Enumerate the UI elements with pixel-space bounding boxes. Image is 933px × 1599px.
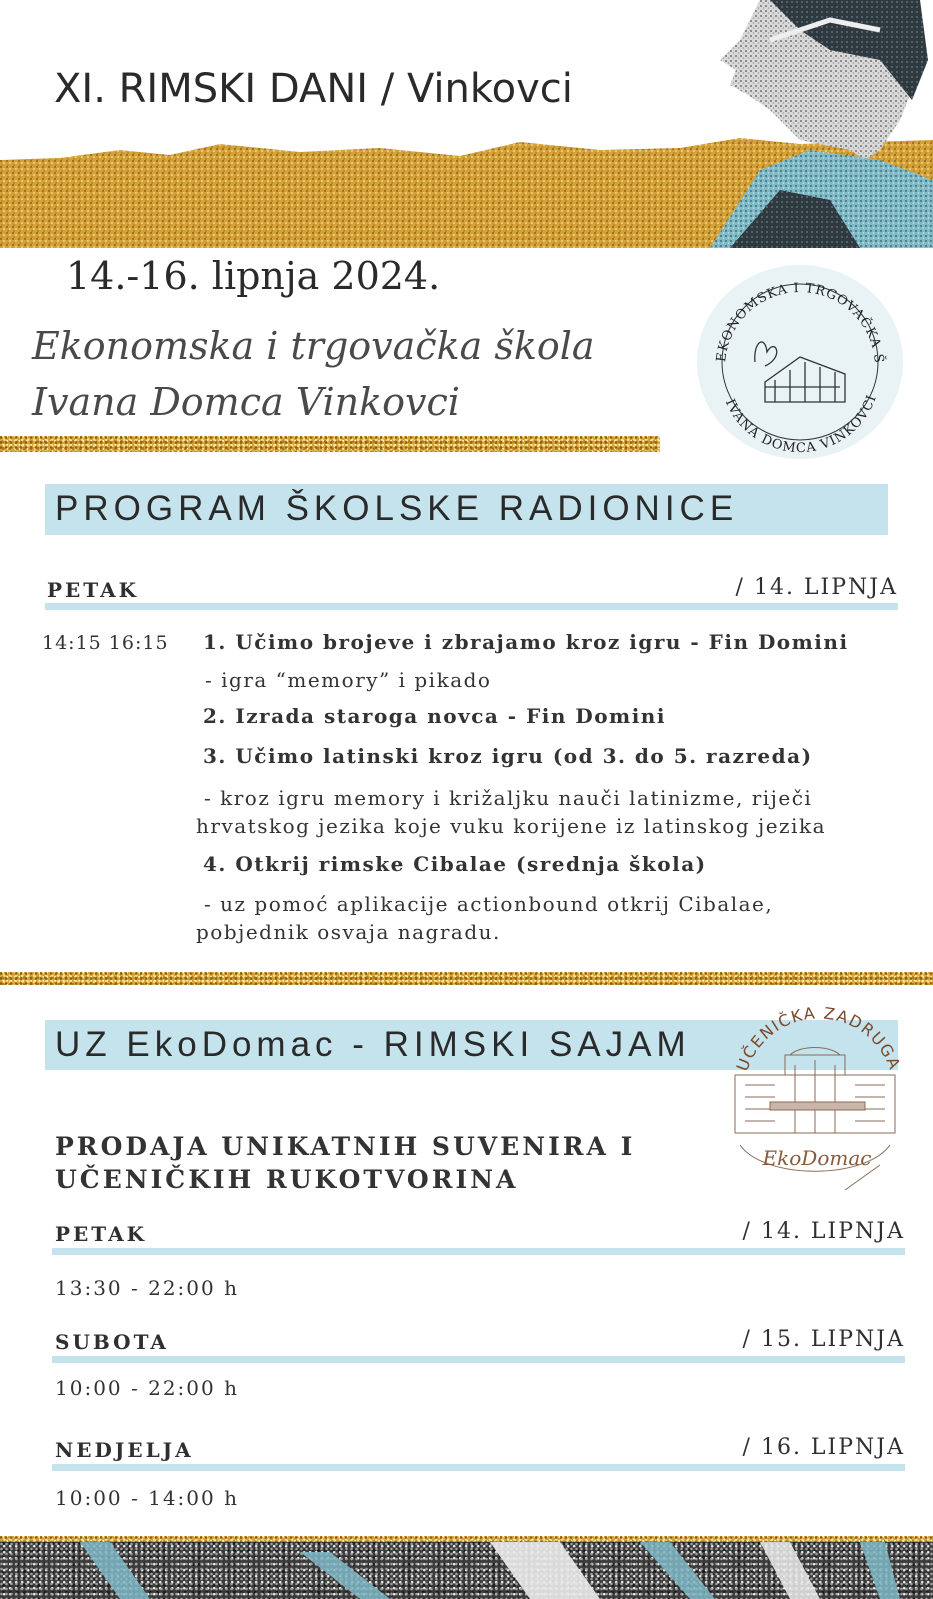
fair-title: UZ EkoDomac - RIMSKI SAJAM	[55, 1025, 691, 1064]
gold-divider	[0, 436, 660, 452]
svg-text:UČENIČKA ZADRUGA: UČENIČKA ZADRUGA	[732, 1005, 905, 1074]
workshop-item-4-detail: - uz pomoć aplikacije actionbound otkrij Cibalae, pobjednik osvaja nagradu.	[196, 892, 774, 944]
workshop-item-4: 4. Otkrij rimske Cibalae (srednja škola)	[203, 852, 707, 876]
mosaic-pattern-icon	[0, 1542, 933, 1599]
fair-day-3: NEDJELJA	[55, 1438, 194, 1462]
roman-portrait-illustration	[650, 0, 933, 248]
fair-subtitle-line2: UČENIČKIH RUKOTVORINA	[55, 1165, 519, 1194]
school-name: Ekonomska i trgovačka škola Ivana Domca Vinkovci	[32, 324, 595, 424]
fair-subtitle-line1: PRODAJA UNIKATNIH SUVENIRA I	[55, 1132, 636, 1161]
fair-hours-3: 10:00 - 14:00 h	[55, 1486, 239, 1510]
school-seal-logo	[695, 262, 905, 462]
gold-section-divider	[0, 972, 933, 985]
cooperative-seal-icon	[725, 1005, 910, 1205]
fair-day-rule-3	[52, 1464, 905, 1471]
workshop-time: 14:15 16:15	[42, 632, 169, 654]
workshop-item-2: 2. Izrada staroga novca - Fin Domini	[203, 704, 666, 728]
cooperative-logo-text: EkoDomac	[762, 1146, 872, 1170]
fair-hours-2: 10:00 - 22:00 h	[55, 1376, 239, 1400]
svg-text:IVANA DOMCA VINKOVCI: IVANA DOMCA VINKOVCI	[721, 392, 881, 457]
bottom-mosaic-strip	[0, 1542, 933, 1599]
fair-date-1: / 14. LIPNJA	[742, 1219, 905, 1244]
workshop-title: PROGRAM ŠKOLSKE RADIONICE	[55, 489, 739, 528]
school-seal-icon	[695, 262, 905, 462]
workshop-date: / 14. LIPNJA	[735, 575, 898, 600]
workshop-day-rule	[45, 603, 898, 610]
header	[0, 0, 933, 250]
workshop-item-3: 3. Učimo latinski kroz igru (od 3. do 5. razreda)	[203, 744, 813, 768]
workshop-item-1-detail: - igra “memory” i pikado	[205, 668, 492, 692]
fair-day-rule-1	[52, 1248, 905, 1255]
fair-day-rule-2	[52, 1356, 905, 1363]
event-title: XI. RIMSKI DANI / Vinkovci	[54, 66, 573, 112]
workshop-day: PETAK	[47, 578, 139, 602]
svg-text:EKONOMSKA I TRGOVAČKA ŠKOLA: EKONOMSKA I TRGOVAČKA Š	[714, 280, 887, 365]
cooperative-logo	[725, 1005, 910, 1205]
fair-date-3: / 16. LIPNJA	[742, 1435, 905, 1460]
fair-date-2: / 15. LIPNJA	[742, 1327, 905, 1352]
fair-hours-1: 13:30 - 22:00 h	[55, 1276, 239, 1300]
event-dates: 14.-16. lipnja 2024.	[66, 254, 441, 298]
workshop-item-1: 1. Učimo brojeve i zbrajamo kroz igru - Fin Domini	[203, 630, 849, 654]
fair-day-1: PETAK	[55, 1222, 147, 1246]
workshop-item-3-detail: - kroz igru memory i križaljku nauči latinizme, riječi hrvatskog jezika koje vuku korijene iz latinskog jezika	[196, 786, 826, 838]
fair-day-2: SUBOTA	[55, 1330, 169, 1354]
